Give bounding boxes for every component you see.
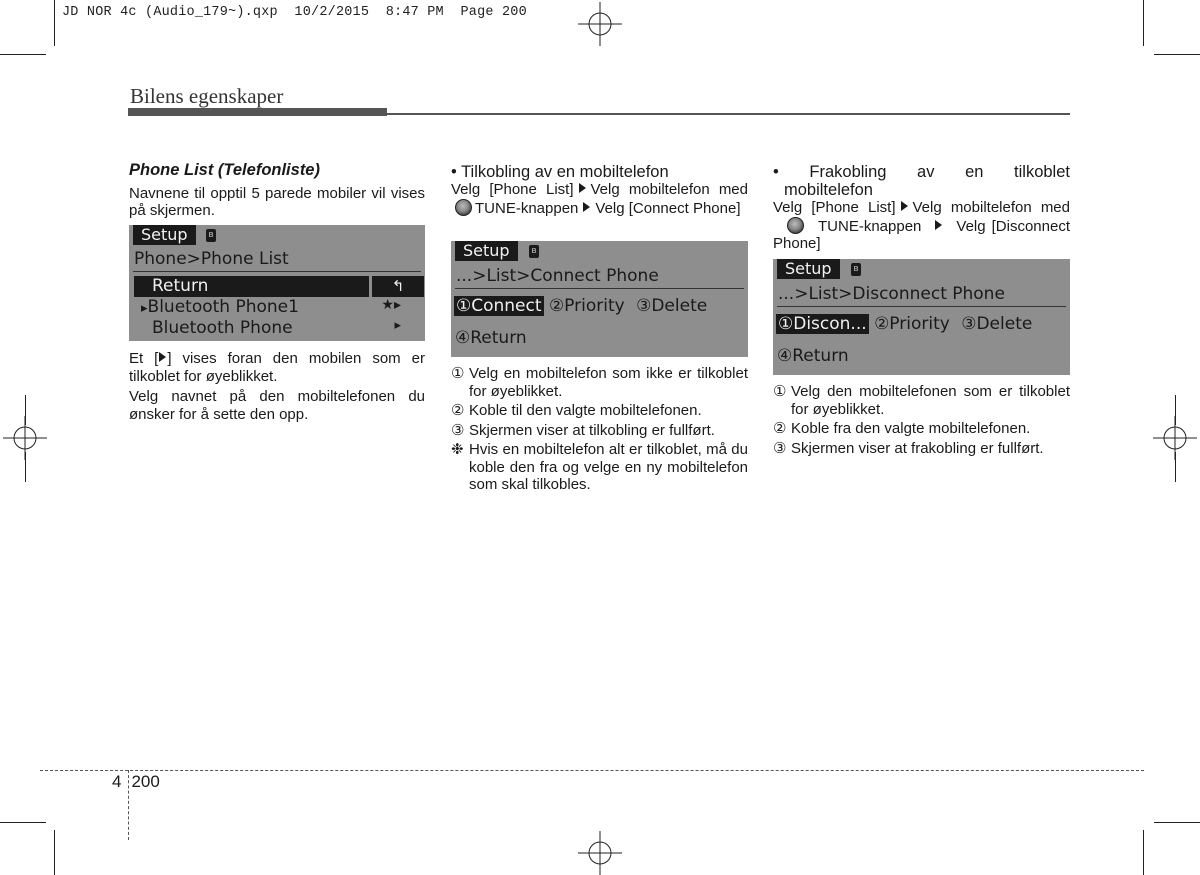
- crop-mark: [0, 54, 46, 55]
- tune-knob-icon: [455, 199, 472, 216]
- phone-name: Bluetooth Phone1: [147, 297, 299, 317]
- footer-dashed-rule: [40, 770, 1144, 771]
- triangle-right-icon: [583, 202, 590, 212]
- priority-option[interactable]: ②Priority: [874, 314, 950, 334]
- chevron-right-icon: ▸: [394, 318, 401, 333]
- step-text: Velg en mobiltelefon som ikke er tilkoblet for øyeblikket.: [469, 365, 748, 400]
- instruction-text: Velg mobiltelefon med: [590, 181, 748, 198]
- page-number: [112, 772, 160, 792]
- note-item: [451, 441, 748, 494]
- instruction-text: Velg [Phone List]: [773, 199, 896, 216]
- return-option[interactable]: ④Return: [455, 328, 527, 348]
- crop-mark: [0, 822, 46, 823]
- triangle-right-icon: [935, 220, 942, 230]
- step-marker: ③: [451, 421, 465, 439]
- step-marker: ②: [773, 420, 787, 437]
- step-item: [773, 440, 1070, 458]
- crop-mark: [1154, 54, 1200, 55]
- step-marker: ③: [773, 439, 787, 457]
- registration-mark-icon: [578, 2, 622, 46]
- step-item: [773, 420, 1070, 438]
- phone-row-2[interactable]: [152, 318, 421, 338]
- registration-mark-icon: [578, 831, 622, 875]
- intro-paragraph: Navnene til opptil 5 parede mobiler vil vises på skjermen.: [129, 184, 425, 219]
- screen-divider: [777, 306, 1066, 307]
- instruction-text: Velg [Phone List]: [451, 181, 574, 198]
- return-option[interactable]: ④Return: [777, 346, 849, 366]
- note-marker: ❉: [451, 441, 464, 458]
- screen-header: [451, 241, 748, 263]
- step-marker: ①: [773, 383, 787, 400]
- screen-header: [773, 259, 1070, 281]
- connect-instruction: [451, 181, 748, 217]
- column-3: [773, 163, 1070, 253]
- step-item: [773, 383, 1070, 418]
- chapter-number: 4: [112, 772, 122, 791]
- screen-divider: [133, 271, 421, 272]
- instruction-text: Velg mobiltelefon med: [912, 199, 1070, 216]
- connected-indicator-icon: ▸: [141, 301, 148, 316]
- instruction-text: TUNE-knappen: [475, 199, 579, 217]
- step-text: Skjermen viser at frakobling er fullført.: [791, 439, 1044, 457]
- delete-option[interactable]: ③Delete: [961, 314, 1033, 334]
- page-number-value: 200: [131, 772, 160, 791]
- header-rule-thick: [128, 108, 387, 116]
- print-slug: JD NOR 4c (Audio_179~).qxp 10/2/2015 8:47 PM Page 200: [62, 5, 527, 20]
- option-row: [454, 296, 707, 316]
- screen-divider: [455, 288, 744, 289]
- favorite-star-icon: ★▸: [381, 297, 401, 313]
- disconnect-option[interactable]: ①Discon...: [778, 314, 867, 334]
- option-row: [776, 314, 1032, 334]
- phone-name: Bluetooth Phone: [152, 318, 293, 338]
- screen-path: Phone>Phone List: [134, 249, 289, 269]
- step-marker: ①: [451, 365, 465, 382]
- connect-phone-screen: [451, 241, 748, 357]
- instruction-text: Velg [Connect Phone]: [595, 199, 741, 217]
- step-text: Koble fra den valgte mobiltelefonen.: [791, 420, 1031, 437]
- step-item: [451, 422, 748, 440]
- phone-row-1[interactable]: [141, 297, 421, 317]
- disconnect-heading-line1: • Frakobling av en tilkoblet: [773, 163, 1070, 181]
- screen-path: ...>List>Disconnect Phone: [778, 284, 1005, 304]
- disconnect-steps: [773, 383, 1070, 459]
- step-marker: ②: [451, 402, 465, 419]
- priority-option[interactable]: ②Priority: [548, 296, 625, 316]
- crop-mark: [1175, 395, 1176, 425]
- connect-option[interactable]: ①Connect: [456, 296, 542, 316]
- disconnect-phone-screen: [773, 259, 1070, 375]
- indicator-text-b: ] vises foran den mobilen som er tilkoblet for øyeblikket.: [129, 350, 425, 385]
- screen-path: ...>List>Connect Phone: [456, 266, 659, 286]
- crop-mark: [54, 830, 55, 875]
- note-text: Hvis en mobiltelefon alt er tilkoblet, må du koble den fra og velge en ny mobiltelefon som skal tilkobles.: [469, 441, 748, 493]
- instruction-text: TUNE-knappen: [818, 217, 922, 235]
- tune-knob-icon: [787, 217, 804, 234]
- crop-mark: [1175, 452, 1176, 482]
- column-1: [129, 162, 425, 220]
- bluetooth-icon: ʙ: [851, 263, 861, 276]
- triangle-right-icon: [901, 201, 908, 211]
- section-title: Bilens egenskaper: [130, 84, 284, 108]
- back-icon[interactable]: ↰: [372, 276, 424, 297]
- section-heading: Phone List (Telefonliste): [129, 161, 320, 179]
- triangle-right-icon: [579, 183, 586, 193]
- screen-title: Setup: [777, 259, 840, 279]
- return-row[interactable]: [134, 276, 369, 297]
- crop-mark: [1143, 830, 1144, 875]
- crop-mark: [1154, 822, 1200, 823]
- select-paragraph: Velg navnet på den mobiltelefonen du ønsker for å sette den opp.: [129, 388, 425, 423]
- column-2: [451, 163, 748, 217]
- header-rule-thin: [387, 113, 1070, 115]
- instruction-text: Velg [Disconnect Phone]: [773, 217, 1070, 252]
- column-1-body: [129, 350, 425, 423]
- phone-list-screen: [129, 225, 425, 341]
- bluetooth-icon: ʙ: [206, 229, 216, 242]
- connect-heading: • Tilkobling av en mobiltelefon: [451, 163, 669, 181]
- triangle-right-icon: [159, 352, 166, 362]
- connect-steps: [451, 365, 748, 496]
- return-label: Return: [152, 276, 209, 296]
- crop-mark: [25, 452, 26, 482]
- screen-header: [129, 225, 425, 247]
- step-text: Skjermen viser at tilkobling er fullført.: [469, 421, 715, 439]
- bluetooth-icon: ʙ: [529, 245, 539, 258]
- crop-mark: [1143, 0, 1144, 46]
- crop-mark: [25, 395, 26, 425]
- step-text: Velg den mobiltelefonen som er tilkoblet for øyeblikket.: [791, 383, 1070, 418]
- step-item: [451, 365, 748, 400]
- screen-title: Setup: [133, 225, 196, 245]
- delete-option[interactable]: ③Delete: [636, 296, 708, 316]
- indicator-text-a: Et [: [129, 350, 159, 367]
- step-item: [451, 402, 748, 420]
- disconnect-heading-line2: mobiltelefon: [784, 181, 873, 199]
- indicator-paragraph: [129, 350, 425, 385]
- disconnect-instruction: [773, 199, 1070, 253]
- screen-title: Setup: [455, 241, 518, 261]
- step-text: Koble til den valgte mobiltelefonen.: [469, 402, 702, 419]
- crop-mark: [54, 0, 55, 46]
